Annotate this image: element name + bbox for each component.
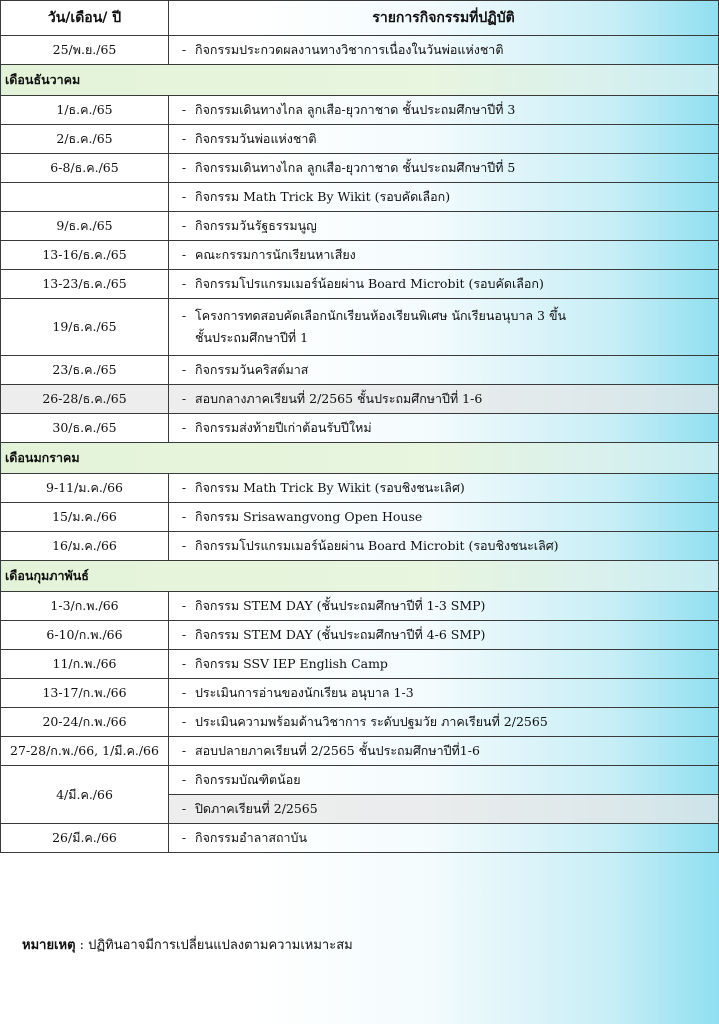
- table-row: [1, 737, 719, 766]
- activity-text: กิจกรรมบัณฑิตน้อย: [195, 772, 301, 787]
- date-cell: 26-28/ธ.ค./65: [1, 385, 169, 414]
- table-row: [1, 270, 719, 299]
- activity-line: [173, 714, 714, 730]
- activity-cell: [169, 125, 719, 154]
- activity-cell: [169, 385, 719, 414]
- activity-text-continued: ชั้นประถมศึกษาปีที่ 1: [195, 330, 309, 345]
- bullet-dash: -: [181, 772, 187, 787]
- table-header-row: [1, 1, 719, 36]
- table-row: [1, 183, 719, 212]
- bullet-dash: -: [181, 276, 187, 291]
- activity-cell: [169, 532, 719, 561]
- date-cell: 25/พ.ย./65: [1, 36, 169, 65]
- activity-line: [173, 131, 714, 147]
- bullet-dash: -: [181, 391, 187, 406]
- activity-text: กิจกรรมอำลาสถาบัน: [195, 830, 308, 845]
- table-row: [1, 708, 719, 737]
- date-cell: 1/ธ.ค./65: [1, 96, 169, 125]
- month-label: เดือนมกราคม: [1, 443, 719, 474]
- date-cell: 30/ธ.ค./65: [1, 414, 169, 443]
- activity-text: คณะกรรมการนักเรียนหาเสียง: [195, 247, 356, 262]
- activity-cell: [169, 474, 719, 503]
- activity-text: กิจกรรม Srisawangvong Open House: [195, 509, 423, 524]
- table-row: [1, 679, 719, 708]
- activity-line: [173, 772, 714, 788]
- table-row: [1, 385, 719, 414]
- table-row: [1, 474, 719, 503]
- activity-text: กิจกรรมโปรแกรมเมอร์น้อยผ่าน Board Microbit (รอบคัดเลือก): [195, 276, 544, 291]
- activity-line: [173, 391, 714, 407]
- table-row: [1, 36, 719, 65]
- date-cell: [1, 183, 169, 212]
- date-cell: 13-23/ธ.ค./65: [1, 270, 169, 299]
- footnote-text: : ปฏิทินอาจมีการเปลี่ยนแปลงตามความเหมาะสม: [75, 938, 353, 953]
- bullet-dash: -: [181, 102, 187, 117]
- month-header-row: [1, 561, 719, 592]
- table-row: [1, 299, 719, 356]
- date-cell: 26/มี.ค./66: [1, 824, 169, 853]
- bullet-dash: -: [181, 420, 187, 435]
- bullet-dash: -: [181, 480, 187, 495]
- bullet-dash: -: [181, 160, 187, 175]
- activity-line: [173, 801, 714, 817]
- date-cell: 11/ก.พ./66: [1, 650, 169, 679]
- month-label: เดือนธันวาคม: [1, 65, 719, 96]
- bullet-dash: -: [181, 189, 187, 204]
- activity-text: กิจกรรมส่งท้ายปีเก่าต้อนรับปีใหม่: [195, 420, 372, 435]
- activity-cell: [169, 183, 719, 212]
- bullet-dash: -: [181, 308, 187, 323]
- date-cell: 16/ม.ค./66: [1, 532, 169, 561]
- activity-line: [173, 509, 714, 525]
- date-cell: 13-17/ก.พ./66: [1, 679, 169, 708]
- bullet-dash: -: [181, 538, 187, 553]
- activity-line: [173, 362, 714, 378]
- activity-cell: [169, 414, 719, 443]
- activity-text: กิจกรรม STEM DAY (ชั้นประถมศึกษาปีที่ 1-3 SMP): [195, 598, 486, 613]
- activity-cell: [169, 592, 719, 621]
- date-cell: 4/มี.ค./66: [1, 766, 169, 824]
- bullet-dash: -: [181, 42, 187, 57]
- activity-text: สอบกลางภาคเรียนที่ 2/2565 ชั้นประถมศึกษาปีที่ 1-6: [195, 391, 483, 406]
- header-date: วัน/เดือน/ ปี: [1, 1, 169, 36]
- activity-cell: [169, 270, 719, 299]
- activity-cell: [169, 356, 719, 385]
- bullet-dash: -: [181, 801, 187, 816]
- activity-cell: [169, 503, 719, 532]
- bullet-dash: -: [181, 218, 187, 233]
- table-row: [1, 414, 719, 443]
- date-cell: 19/ธ.ค./65: [1, 299, 169, 356]
- table-row: [1, 241, 719, 270]
- activity-line: [173, 743, 714, 759]
- table-row: [1, 503, 719, 532]
- activity-cell: [169, 36, 719, 65]
- activity-cell: [169, 795, 719, 824]
- schedule-body: [1, 36, 719, 853]
- activity-line: [173, 42, 714, 58]
- activity-line: [173, 656, 714, 672]
- activity-cell: [169, 650, 719, 679]
- bullet-dash: -: [181, 714, 187, 729]
- activity-text: กิจกรรมประกวดผลงานทางวิชาการเนื่องในวันพ่อแห่งชาติ: [195, 42, 504, 57]
- date-cell: 13-16/ธ.ค./65: [1, 241, 169, 270]
- table-row: [1, 532, 719, 561]
- activity-text: โครงการทดสอบคัดเลือกนักเรียนห้องเรียนพิเศษ นักเรียนอนุบาล 3 ขึ้น: [195, 308, 567, 323]
- activity-cell: [169, 621, 719, 650]
- activity-line: [173, 189, 714, 205]
- header-activity: รายการกิจกรรมที่ปฏิบัติ: [169, 1, 719, 36]
- activity-text: ประเมินการอ่านของนักเรียน อนุบาล 1-3: [195, 685, 414, 700]
- activity-line: [173, 830, 714, 846]
- month-header-row: [1, 443, 719, 474]
- table-row: [1, 125, 719, 154]
- activity-cell: [169, 299, 719, 356]
- activity-text: กิจกรรมเดินทางไกล ลูกเสือ-ยุวกาชาด ชั้นประถมศึกษาปีที่ 5: [195, 160, 516, 175]
- activity-text: สอบปลายภาคเรียนที่ 2/2565 ชั้นประถมศึกษาปีที่1-6: [195, 743, 480, 758]
- date-cell: 6-8/ธ.ค./65: [1, 154, 169, 183]
- activity-line: [173, 627, 714, 643]
- activity-cell: [169, 708, 719, 737]
- activity-text: กิจกรรม SSV IEP English Camp: [195, 656, 388, 671]
- bullet-dash: -: [181, 247, 187, 262]
- activity-text: กิจกรรมวันคริสต์มาส: [195, 362, 309, 377]
- activity-text: กิจกรรมวันรัฐธรรมนูญ: [195, 218, 317, 233]
- date-cell: 2/ธ.ค./65: [1, 125, 169, 154]
- date-cell: 23/ธ.ค./65: [1, 356, 169, 385]
- bullet-dash: -: [181, 598, 187, 613]
- activity-line: [173, 480, 714, 496]
- activity-text: กิจกรรมวันพ่อแห่งชาติ: [195, 131, 317, 146]
- table-row: [1, 154, 719, 183]
- activity-text: กิจกรรมเดินทางไกล ลูกเสือ-ยุวกาชาด ชั้นประถมศึกษาปีที่ 3: [195, 102, 516, 117]
- activity-cell: [169, 824, 719, 853]
- activity-cell: [169, 679, 719, 708]
- date-cell: 9/ธ.ค./65: [1, 212, 169, 241]
- bullet-dash: -: [181, 656, 187, 671]
- bullet-dash: -: [181, 362, 187, 377]
- date-cell: 20-24/ก.พ./66: [1, 708, 169, 737]
- activity-line: [173, 160, 714, 176]
- footnote: [22, 934, 353, 955]
- footnote-label: หมายเหตุ: [22, 938, 76, 953]
- activity-text: กิจกรรม Math Trick By Wikit (รอบชิงชนะเลิศ): [195, 480, 465, 495]
- activity-cell: [169, 212, 719, 241]
- activity-cell: [169, 96, 719, 125]
- activity-line: [173, 247, 714, 263]
- activity-line: [173, 685, 714, 701]
- activity-line: [173, 598, 714, 614]
- activity-text: กิจกรรม Math Trick By Wikit (รอบคัดเลือก): [195, 189, 451, 204]
- table-row: [1, 212, 719, 241]
- bullet-dash: -: [181, 685, 187, 700]
- date-cell: 15/ม.ค./66: [1, 503, 169, 532]
- bullet-dash: -: [181, 743, 187, 758]
- date-cell: 9-11/ม.ค./66: [1, 474, 169, 503]
- activity-cell: [169, 241, 719, 270]
- table-row: [1, 766, 719, 795]
- date-cell: 6-10/ก.พ./66: [1, 621, 169, 650]
- table-row: [1, 824, 719, 853]
- activity-cell: [169, 766, 719, 795]
- activity-line: [173, 102, 714, 118]
- activity-text: ประเมินความพร้อมด้านวิชาการ ระดับปฐมวัย ภาคเรียนที่ 2/2565: [195, 714, 548, 729]
- month-label: เดือนกุมภาพันธ์: [1, 561, 719, 592]
- activity-line: [173, 420, 714, 436]
- activity-line: [173, 538, 714, 554]
- table-row: [1, 592, 719, 621]
- bullet-dash: -: [181, 131, 187, 146]
- table-row: [1, 650, 719, 679]
- date-cell: 1-3/ก.พ./66: [1, 592, 169, 621]
- table-row: [1, 621, 719, 650]
- bullet-dash: -: [181, 509, 187, 524]
- bullet-dash: -: [181, 830, 187, 845]
- table-row: [1, 356, 719, 385]
- activity-text: กิจกรรมโปรแกรมเมอร์น้อยผ่าน Board Microbit (รอบชิงชนะเลิศ): [195, 538, 559, 553]
- month-header-row: [1, 65, 719, 96]
- table-row: [1, 96, 719, 125]
- date-cell: 27-28/ก.พ./66, 1/มี.ค./66: [1, 737, 169, 766]
- activity-cell: [169, 154, 719, 183]
- activity-text: ปิดภาคเรียนที่ 2/2565: [195, 801, 318, 816]
- bullet-dash: -: [181, 627, 187, 642]
- activity-line: [173, 308, 714, 324]
- activity-cell: [169, 737, 719, 766]
- activity-text: กิจกรรม STEM DAY (ชั้นประถมศึกษาปีที่ 4-6 SMP): [195, 627, 486, 642]
- activity-line: [173, 276, 714, 292]
- activity-line: [173, 218, 714, 234]
